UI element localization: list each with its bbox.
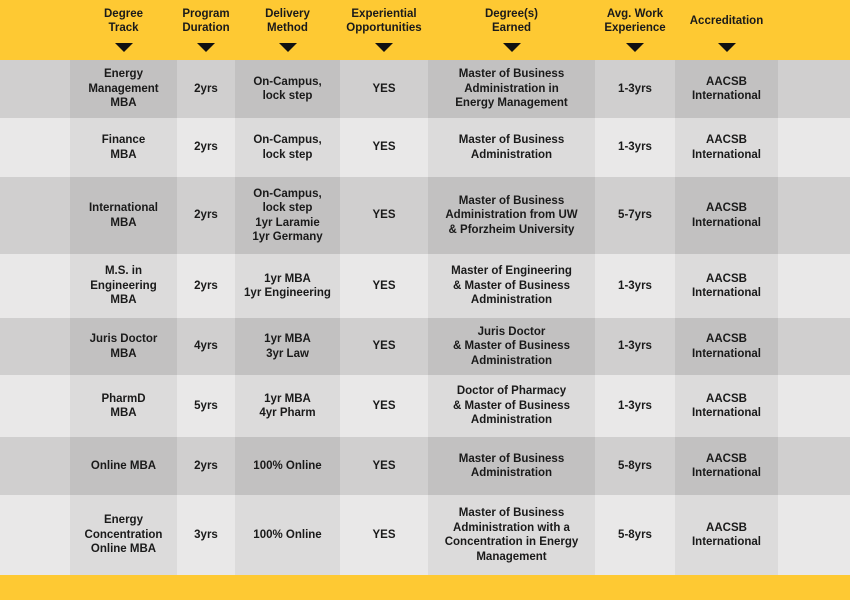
cell-experiential: YES	[372, 82, 396, 95]
cell-degree-track: Juris Doctor MBA	[70, 318, 177, 375]
row-margin	[0, 495, 70, 575]
header-label: Program Duration	[182, 8, 230, 34]
cell-accreditation: AACSB International	[675, 254, 778, 318]
down-arrow-icon	[718, 43, 736, 52]
cell-degrees-earned: Doctor of Pharmacy & Master of Business Administration	[428, 375, 595, 437]
cell-delivery: On-Campus, lock step	[235, 60, 340, 118]
cell-duration: 4yrs	[194, 340, 218, 353]
down-arrow-icon	[115, 43, 133, 52]
cell-accreditation: AACSB International	[675, 375, 778, 437]
cell-delivery: On-Campus, lock step	[235, 118, 340, 177]
row-margin	[778, 318, 850, 375]
row-margin	[778, 437, 850, 495]
cell-degrees-earned: Juris Doctor & Master of Business Administration	[428, 318, 595, 375]
header-label: Degree(s) Earned	[484, 8, 539, 34]
header-program-duration	[177, 6, 235, 52]
cell-work-experience: 1-3yrs	[618, 399, 652, 412]
cell-degrees-earned: Master of Business Administration	[428, 118, 595, 177]
cell-delivery: On-Campus, lock step 1yr Laramie 1yr Germany	[235, 177, 340, 254]
header-label: Avg. Work Experience	[604, 8, 666, 34]
table-row	[0, 437, 850, 495]
cell-duration: 5yrs	[194, 399, 218, 412]
down-arrow-icon	[626, 43, 644, 52]
row-margin	[778, 60, 850, 118]
cell-work-experience: 5-8yrs	[618, 459, 652, 472]
header-accreditation	[675, 6, 778, 52]
table-row	[0, 318, 850, 375]
cell-experiential: YES	[372, 459, 396, 472]
cell-work-experience: 5-7yrs	[618, 209, 652, 222]
cell-delivery: 100% Online	[235, 437, 340, 495]
cell-degree-track: International MBA	[70, 177, 177, 254]
cell-delivery: 1yr MBA 1yr Engineering	[235, 254, 340, 318]
footer-bar	[0, 575, 850, 600]
table-row	[0, 118, 850, 177]
table-header	[0, 0, 850, 60]
programs-table	[0, 60, 850, 575]
cell-experiential: YES	[372, 209, 396, 222]
row-margin	[0, 318, 70, 375]
cell-delivery: 1yr MBA 4yr Pharm	[235, 375, 340, 437]
row-margin	[778, 177, 850, 254]
table-row	[0, 60, 850, 118]
down-arrow-icon	[279, 43, 297, 52]
header-degrees-earned	[428, 6, 595, 52]
header-experiential-opportunities	[340, 6, 428, 52]
cell-degrees-earned: Master of Business Administration	[428, 437, 595, 495]
cell-duration: 2yrs	[194, 279, 218, 292]
header-degree-track	[70, 6, 177, 52]
cell-work-experience: 1-3yrs	[618, 82, 652, 95]
cell-degree-track: Online MBA	[70, 437, 177, 495]
header-label: Accreditation	[689, 15, 764, 27]
row-margin	[0, 118, 70, 177]
down-arrow-icon	[375, 43, 393, 52]
down-arrow-icon	[197, 43, 215, 52]
cell-degrees-earned: Master of Business Administration from UW & Pforzheim University	[428, 177, 595, 254]
cell-degree-track: M.S. in Engineering MBA	[70, 254, 177, 318]
cell-accreditation: AACSB International	[675, 60, 778, 118]
cell-experiential: YES	[372, 141, 396, 154]
row-margin	[0, 60, 70, 118]
cell-delivery: 1yr MBA 3yr Law	[235, 318, 340, 375]
row-margin	[778, 375, 850, 437]
cell-accreditation: AACSB International	[675, 177, 778, 254]
cell-degree-track: PharmD MBA	[70, 375, 177, 437]
table-row	[0, 495, 850, 575]
cell-duration: 2yrs	[194, 82, 218, 95]
table-row	[0, 375, 850, 437]
cell-duration: 2yrs	[194, 459, 218, 472]
row-margin	[0, 437, 70, 495]
cell-degrees-earned: Master of Engineering & Master of Business Administration	[428, 254, 595, 318]
table-row	[0, 254, 850, 318]
row-margin	[778, 495, 850, 575]
cell-experiential: YES	[372, 399, 396, 412]
row-margin	[0, 254, 70, 318]
header-avg-work-experience	[595, 6, 675, 52]
cell-degree-track: Energy Management MBA	[70, 60, 177, 118]
down-arrow-icon	[503, 43, 521, 52]
cell-duration: 2yrs	[194, 141, 218, 154]
cell-degree-track: Finance MBA	[70, 118, 177, 177]
header-label: Delivery Method	[265, 8, 310, 34]
cell-work-experience: 1-3yrs	[618, 340, 652, 353]
cell-duration: 2yrs	[194, 209, 218, 222]
cell-accreditation: AACSB International	[675, 318, 778, 375]
row-margin	[0, 177, 70, 254]
cell-degrees-earned: Master of Business Administration in Energy Management	[428, 60, 595, 118]
cell-accreditation: AACSB International	[675, 118, 778, 177]
header-label: Degree Track	[104, 8, 143, 34]
cell-work-experience: 1-3yrs	[618, 141, 652, 154]
row-margin	[0, 375, 70, 437]
cell-experiential: YES	[372, 279, 396, 292]
row-margin	[778, 254, 850, 318]
cell-degrees-earned: Master of Business Administration with a Concentration in Energy Management	[428, 495, 595, 575]
row-margin	[778, 118, 850, 177]
table-row	[0, 177, 850, 254]
header-delivery-method	[235, 6, 340, 52]
cell-experiential: YES	[372, 340, 396, 353]
cell-delivery: 100% Online	[235, 495, 340, 575]
cell-experiential: YES	[372, 528, 396, 541]
cell-work-experience: 5-8yrs	[618, 528, 652, 541]
cell-accreditation: AACSB International	[675, 495, 778, 575]
cell-duration: 3yrs	[194, 528, 218, 541]
header-label: Experiential Opportunities	[346, 8, 422, 34]
cell-accreditation: AACSB International	[675, 437, 778, 495]
cell-degree-track: Energy Concentration Online MBA	[70, 495, 177, 575]
cell-work-experience: 1-3yrs	[618, 279, 652, 292]
